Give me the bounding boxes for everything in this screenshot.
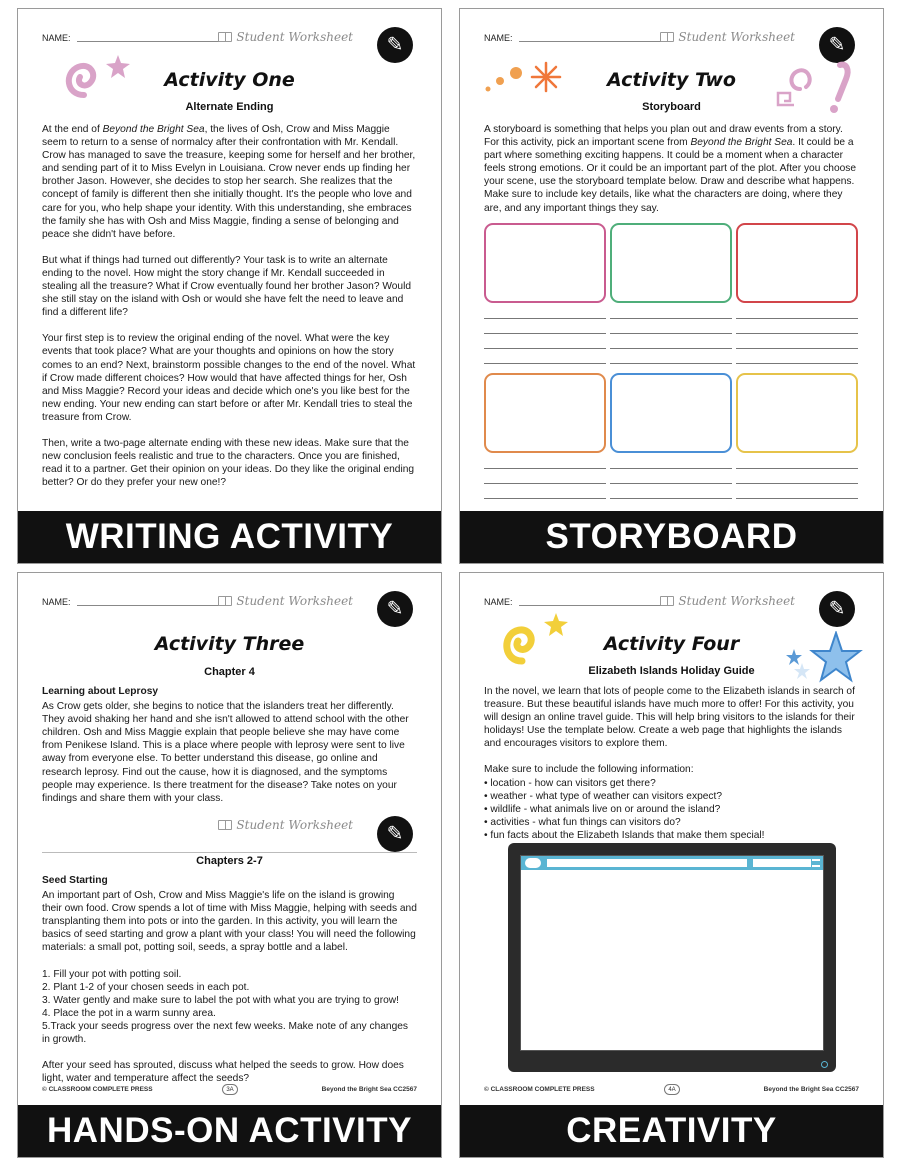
name-label: NAME: [42, 597, 71, 607]
student-worksheet-label [218, 594, 353, 608]
student-worksheet-text: Student Worksheet [236, 30, 353, 44]
paragraph: Your first step is to review the original ending of the novel. What were the key events that took place? What are your thoughts and opinions on how the story comes to an end? Next, brainstorm possible changes to the end of the novel. What if Crow made different choices? How would that have affected things for her, Osh and Miss Maggie? Record your ideas and decide which one's you like best for the new ending. Your new ending can start before or after Mr. Kendall tries to steal the treasure from Crow. [42, 333, 416, 423]
paragraph: An important part of Osh, Crow and Miss Maggie's life on the island is growing their own food. Crow spends a lot of time with Miss Maggie, helping with seeds and transplanting them into pots or into the garden. In this activity, you will learn the basics of seed starting and grow a plant with your class! You will need the following materials: a small pot, potting soil, seeds, a spray bottle and a label. [42, 890, 417, 954]
storyboard-frame [736, 373, 858, 453]
list-item: 2. Plant 1-2 of your chosen seeds in each pot. [42, 981, 250, 993]
pencil-icon: ✎ [819, 591, 855, 627]
section-divider [42, 852, 417, 853]
pencil-icon: ✎ [377, 591, 413, 627]
steps-list [42, 968, 417, 1047]
name-label: NAME: [484, 597, 513, 607]
writing-line [736, 348, 858, 349]
list-item: • location - how can visitors get there? [484, 777, 656, 789]
list-item: 4. Place the pot in a warm sunny area. [42, 1007, 216, 1019]
list-intro: Make sure to include the following information: [484, 764, 694, 776]
writing-line [610, 333, 732, 334]
writing-line [484, 333, 606, 334]
activity-subtitle: Storyboard [642, 101, 701, 113]
name-line [77, 41, 227, 42]
tablet-browser-template [508, 843, 836, 1072]
book-icon [218, 32, 232, 42]
paragraph: Then, write a two-page alternate ending with these new ideas. Make sure that the new conclusion feels realistic and true to the characters. Once you are finished, read it to a partner. Get their opinion on your ideas. Do they like the original ending better? Or do they prefer your new one!? [42, 437, 415, 489]
browser-screen [520, 855, 824, 1051]
writing-line [484, 483, 606, 484]
writing-line [610, 348, 732, 349]
section-heading: Learning about Leprosy [42, 686, 159, 697]
publisher-label: © CLASSROOM COMPLETE PRESS [42, 1086, 153, 1093]
book-code: Beyond the Bright Sea CC2567 [763, 1086, 859, 1093]
activity-subtitle: Elizabeth Islands Holiday Guide [588, 665, 755, 677]
name-label: NAME: [42, 33, 71, 43]
storyboard-frame [484, 373, 606, 453]
activity-title: Activity Four [603, 633, 740, 655]
info-list [484, 777, 859, 842]
writing-line [610, 483, 732, 484]
paragraph: At the end of Beyond the Bright Sea, the lives of Osh, Crow and Miss Maggie seem to return to a sense of normalcy after their confrontation with Mr. Kendall. Crow has managed to save the treasure, keeping some for herself and her brother, and sending part of it to Miss Evelyn in Louisiana. Crow never ends up finding her brother Jason. However, she decides to stop her search. She realizes that the concept of family is different then she initially thought. It's the people who love and care for you, who help shape your identity. With this understanding, she embraces the family she has with Osh and Miss Maggie, finding a sense of belonging and peace she didn't have before. [42, 124, 416, 240]
writing-line [610, 498, 732, 499]
book-icon [218, 820, 232, 830]
book-icon [660, 32, 674, 42]
worksheet-activity-three [17, 572, 442, 1158]
activity-four-body [484, 685, 859, 842]
page-number: 4A [664, 1084, 680, 1095]
name-field [484, 33, 669, 43]
storyboard-frame [610, 223, 732, 303]
worksheet-activity-two [459, 8, 884, 564]
activity-title: Activity One [164, 69, 295, 91]
list-item: • fun facts about the Elizabeth Islands that make them special! [484, 829, 765, 841]
book-code: Beyond the Bright Sea CC2567 [321, 1086, 417, 1093]
name-field [484, 597, 669, 607]
student-worksheet-text: Student Worksheet [678, 30, 795, 44]
paragraph: In the novel, we learn that lots of people come to the Elizabeth islands in search of treasure. But these beautiful islands have much more to offer! For this activity, you will design an online travel guide. This will help bring visitors to the islands for their holidays! Use the template below. Create a web page that highlights the islands and encourages visitors to explore them. [484, 686, 855, 750]
name-label: NAME: [484, 33, 513, 43]
writing-line [610, 468, 732, 469]
leprosy-section [42, 685, 417, 818]
name-line [77, 605, 227, 606]
page-number: 3A [222, 1084, 238, 1095]
publisher-label: © CLASSROOM COMPLETE PRESS [484, 1086, 595, 1093]
banner-storyboard: STORYBOARD [460, 511, 883, 563]
writing-line [484, 498, 606, 499]
menu-icon [812, 859, 820, 867]
book-icon [660, 596, 674, 606]
paragraph: But what if things had turned out differently? Your task is to write an alternate ending to the novel. How might the story change if Mr. Kendall succeeded in stealing all the treasure? What if Crow eventually found her brother Jason? Would she still stay on the island with Osh or would she have felt the need to leave and find a different life? [42, 254, 412, 319]
student-worksheet-label [218, 30, 353, 44]
name-line [519, 41, 669, 42]
activity-title: Activity Two [607, 69, 736, 91]
worksheet-activity-four [459, 572, 884, 1158]
activity-two-body [484, 123, 859, 228]
activity-one-body [42, 123, 417, 502]
worksheet-activity-one [17, 8, 442, 564]
writing-line [610, 363, 732, 364]
address-bar [547, 859, 747, 867]
student-worksheet-label [660, 30, 795, 44]
power-button-icon [821, 1061, 828, 1068]
storyboard-frame [736, 223, 858, 303]
chapter-label: Chapter 4 [204, 666, 255, 678]
storyboard-frame [484, 223, 606, 303]
student-worksheet-text: Student Worksheet [236, 818, 353, 832]
section-heading: Seed Starting [42, 875, 108, 886]
writing-line [736, 468, 858, 469]
activity-subtitle: Alternate Ending [185, 101, 274, 113]
pencil-icon: ✎ [377, 816, 413, 852]
paragraph: After your seed has sprouted, discuss what helped the seeds to grow. How does light, water and temperature affect the seeds? [42, 1060, 404, 1085]
list-item: 5.Track your seeds progress over the next few weeks. Make note of any changes in growth. [42, 1020, 408, 1046]
student-worksheet-text: Student Worksheet [236, 594, 353, 608]
writing-line [610, 318, 732, 319]
book-icon [218, 596, 232, 606]
student-worksheet-label [218, 818, 353, 832]
writing-line [736, 498, 858, 499]
banner-hands-on-activity: HANDS-ON ACTIVITY [18, 1105, 441, 1157]
banner-creativity: CREATIVITY [460, 1105, 883, 1157]
writing-line [736, 483, 858, 484]
browser-toolbar [521, 856, 823, 870]
writing-line [484, 348, 606, 349]
list-item: • activities - what fun things can visitors do? [484, 816, 681, 828]
writing-line [484, 318, 606, 319]
activity-title: Activity Three [154, 633, 305, 655]
pencil-icon: ✎ [377, 27, 413, 63]
writing-line [736, 318, 858, 319]
list-item: 3. Water gently and make sure to label the pot with what you are trying to grow! [42, 994, 399, 1006]
search-box [753, 859, 811, 867]
name-line [519, 605, 669, 606]
book-title: Beyond the Bright Sea [102, 124, 205, 135]
paragraph: As Crow gets older, she begins to notice that the islanders treat her differently. They avoid shaking her hand and she isn't allowed to attend school with the other children. Osh and Miss Maggie explain that people believe she may have come from Penikese Island. This is a place where people with leprosy were sent to live away from everyone else. To better understand this disease, go online and research leprosy. Find out the cause, how it is diagnosed, and the symptoms people may experience. Is there treatment for the disease? Take notes on your findings and share them with your class. [42, 701, 409, 804]
student-worksheet-label [660, 594, 795, 608]
writing-line [484, 468, 606, 469]
writing-line [736, 333, 858, 334]
writing-line [736, 363, 858, 364]
student-worksheet-text: Student Worksheet [678, 594, 795, 608]
name-field [42, 597, 227, 607]
seed-section [42, 874, 417, 1098]
banner-writing-activity: WRITING ACTIVITY [18, 511, 441, 563]
book-title: Beyond the Bright Sea [690, 137, 793, 149]
pencil-icon: ✎ [819, 27, 855, 63]
storyboard-frame [610, 373, 732, 453]
back-button-icon [525, 858, 541, 868]
chapter-label: Chapters 2-7 [196, 855, 263, 867]
name-field [42, 33, 227, 43]
list-item: 1. Fill your pot with potting soil. [42, 968, 182, 980]
paragraph: A storyboard is something that helps you plan out and draw events from a story. For this activity, pick an important scene from Beyond the Bright Sea. It could be a part where something exciting happens. It could be a moment when a character feels strong emotions. Or it could be an important part of the plot. After you choose your scene, use the storyboard template below. Draw and describe what happens. Make sure to include key details, like what the characters are doing, where they are, and any important things they say. [484, 124, 857, 214]
writing-line [484, 363, 606, 364]
list-item: • wildlife - what animals live on or around the island? [484, 803, 721, 815]
list-item: • weather - what type of weather can visitors expect? [484, 790, 722, 802]
